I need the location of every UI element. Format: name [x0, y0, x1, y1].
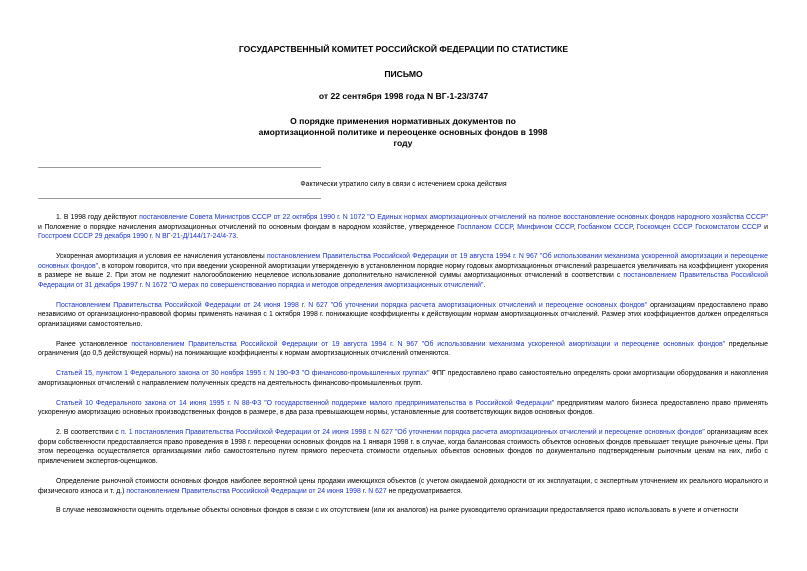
paragraph-text: 1. В 1998 году действуют [56, 214, 140, 221]
document-date-number: от 22 сентября 1998 года N ВГ-1-23/3747 [318, 91, 489, 101]
legal-reference-link[interactable]: Постановлением Правительства Российской Федерации от 24 июня 1998 г. N 627 "Об уточнении порядка расчета амортизационных отчислений и переоценке основных фондов" [56, 301, 648, 309]
paragraph [38, 301, 768, 330]
paragraph [38, 252, 768, 290]
paragraph [38, 477, 768, 496]
document-body [38, 213, 768, 526]
paragraph-text: организациям предоставлено право независимо от организационно-правовой формы применять начиная с 1 октября 1998 г. понижающие коэффициенты к действующим нормам амортизационных отчислений. Размер этих коэффициентов должен определяться организациями самостоятельно. [38, 301, 768, 328]
legal-reference-link[interactable]: п. 1 постановления Правительства Российской Федерации от 24 июня 1998 г. N 627 "Об уточнении порядка расчета амортизационных отчислений и переоценке основных фондов" [120, 429, 705, 437]
paragraph-text: , [573, 223, 578, 231]
paragraph-text: В случае невозможности оценить отдельные объекты основных фондов в связи с их отсутствием (или их аналогов) на рынке руководителю организации предоставляется право использовать в учете и отчетности [56, 507, 739, 515]
paragraph-text: . [236, 233, 238, 241]
legal-reference-link[interactable]: Госкомцен СССР [636, 223, 693, 231]
legal-reference-link[interactable]: постановлением Правительства Российской Федерации от 19 августа 1994 г. N 967 "Об использовании механизма ускоренной амортизации и переоценке основных фондов" [38, 253, 768, 270]
document-subject: О порядке применения нормативных документов по амортизационной политике и переоценке основных фондов в 1998 году [258, 116, 548, 148]
paragraph-text: предприятиям малого бизнеса предоставлено право применять ускоренную амортизацию основных производственных фондов в размере, в два раза превышающем нормы, установленные для соответствующих видов основных фондов. [38, 399, 768, 417]
legal-reference-link[interactable]: Госбанком СССР [577, 223, 633, 231]
legal-reference-link[interactable]: Госкомстатом СССР [695, 223, 762, 231]
legal-reference-link[interactable]: Госпланом СССР [457, 223, 513, 231]
paragraph [38, 428, 768, 466]
legal-reference-link[interactable]: Госстроем СССР 29 декабря 1990 г. N ВГ-21-Д/144/17-24/4-73 [38, 233, 237, 241]
legal-reference-link[interactable]: Статьей 10 Федерального закона от 14 июня 1995 г. N 88-ФЗ "О государственной поддержке малого предпринимательства в Российской Федерации" [56, 399, 555, 407]
divider-bottom [38, 198, 321, 199]
document-type: ПИСЬМО [384, 69, 423, 79]
paragraph [38, 213, 768, 242]
paragraph-text: ФПГ предоставлено право самостоятельно определять сроки амортизации оборудования и накопления амортизационных отчислений с направлением полученных средств на деятельность финансово-промышленных групп. [38, 370, 768, 387]
legal-reference-link[interactable]: постановлением Правительства Российской Федерации от 19 августа 1994 г. N 967 "Об использовании механизма ускоренной амортизации и переоценке основных фондов" [131, 340, 726, 348]
legal-reference-link[interactable]: постановлением Правительства Российской Федерации от 24 июня 1998 г. N 627 [126, 487, 387, 495]
divider-top [38, 167, 321, 168]
paragraph-text: предельные ограничения (до 0,5 действующей нормы) на понижающие коэффициенты к нормам амортизационных отчислений отменяются. [38, 340, 768, 358]
issuing-agency: ГОСУДАРСТВЕННЫЙ КОМИТЕТ РОССИЙСКОЙ ФЕДЕРАЦИИ ПО СТАТИСТИКЕ [238, 44, 569, 54]
paragraph [38, 340, 768, 359]
paragraph-text: Ускоренная амортизация и условия ее начисления установлены [56, 253, 268, 261]
paragraph [38, 399, 768, 418]
legal-reference-link[interactable]: постановление Совета Министров СССР от 22 октября 1990 г. N 1072 "О Единых нормах амортизационных отчислений на полное восстановление основных фондов народного хозяйства СССР" [139, 214, 769, 221]
paragraph-text: организациям всех форм собственности предоставляется право проведения в 1998 г. переоценки основных фондов на 1 января 1998 г. в случае, когда балансовая стоимость объектов основных фондов превышает текущие рыночные цены. При этом переоценка осуществляется организациями либо самостоятельно путем прямого пересчета стоимости отдельных объектов основных фондов по документально подтвержденным рыночным ценам на них, либо с привлечением экспертов-оценщиков. [38, 429, 768, 466]
paragraph [38, 369, 768, 388]
status-note: Фактически утратило силу в связи с истечением срока действия [300, 181, 507, 188]
paragraph-text: и [761, 223, 768, 231]
paragraph-text: , [512, 223, 518, 231]
paragraph-text: Ранее установленное [56, 340, 132, 348]
paragraph-text: Определение рыночной стоимости основных фондов наиболее вероятной цены продажи имеющихся объектов (с учетом ожидаемой доходности от их эксплуатации, с экспертным уточнением их реального морального и физического износа и т. д.) [38, 477, 768, 495]
legal-reference-link[interactable]: Статьей 15, пунктом 1 Федерального закона от 30 ноября 1995 г. N 190-ФЗ "О финансово-промышленных группах" [56, 370, 430, 378]
paragraph-text: , [632, 223, 637, 231]
paragraph [38, 506, 768, 516]
legal-reference-link[interactable]: Минфином СССР [517, 223, 574, 231]
legal-reference-link[interactable]: постановлением Правительства Российской Федерации от 31 декабря 1997 г. N 1672 "О мерах по совершенствованию порядка и методов определения амортизационных отчислений" [38, 272, 768, 289]
paragraph-text: и Положение о порядке начисления амортизационных отчислений по основным фондам в народном хозяйстве, утвержденное [38, 223, 458, 231]
paragraph-text: 2. В соответствии с [56, 429, 121, 437]
paragraph-text: . [483, 281, 486, 289]
paragraph-text: , в котором говорится, что при введении ускоренной амортизации утвержденную в установленном порядке норму годовых амортизационных отчислений разрешается увеличивать на коэффициент ускорения в размере не выше 2. При этом не подлежит налогообложению нецелевое использование дополнительно начисленной суммы амортизационных отчислений в соответствии с [38, 262, 768, 280]
paragraph-text: не предусматривается. [386, 487, 463, 495]
